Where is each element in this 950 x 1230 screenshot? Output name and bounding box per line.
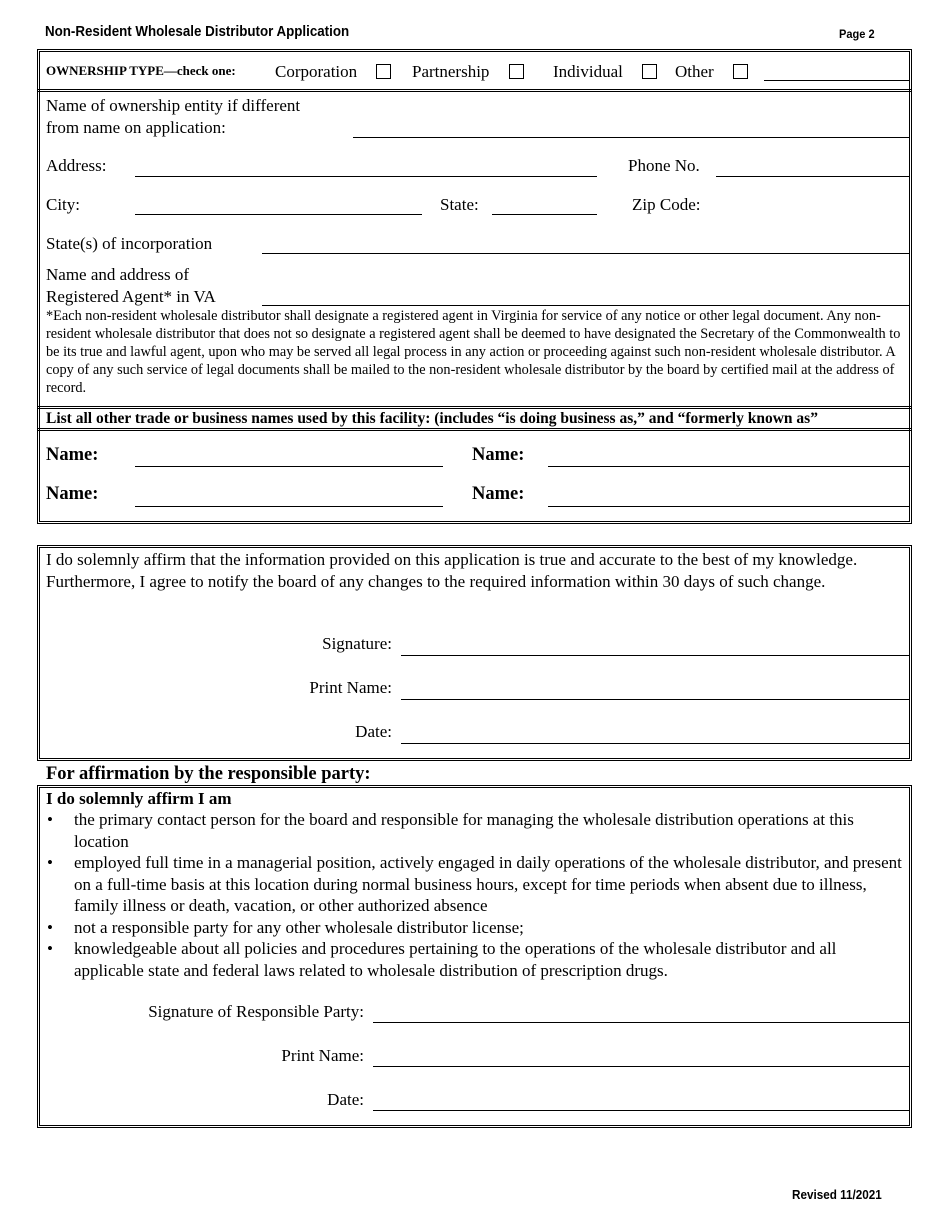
trade-names-heading: List all other trade or business names used by this facility: (includes “is doing business as,” and “formerly known as”: [46, 410, 818, 427]
other-checkbox[interactable]: [733, 64, 748, 79]
option-other-label: Other: [675, 62, 714, 81]
entity-name-field[interactable]: [353, 137, 909, 138]
responsible-signature-field[interactable]: [373, 1022, 909, 1023]
date-field[interactable]: [401, 743, 909, 744]
form-title: Non-Resident Wholesale Distributor Application: [45, 24, 350, 40]
divider: [38, 428, 911, 431]
name-label: Name:: [472, 484, 525, 504]
incorporation-label: State(s) of incorporation: [46, 234, 213, 253]
name-label: Name:: [472, 445, 525, 465]
phone-label: Phone No.: [628, 156, 700, 175]
trade-name-field-2[interactable]: [548, 466, 909, 467]
state-label: State:: [440, 195, 479, 214]
responsible-date-label: Date:: [327, 1090, 364, 1109]
responsible-bullet-list: [46, 809, 902, 981]
option-corporation-label: Corporation: [275, 62, 358, 81]
zip-label: Zip Code:: [632, 195, 701, 214]
responsible-print-name-field[interactable]: [373, 1066, 909, 1067]
city-field[interactable]: [135, 214, 422, 215]
trade-name-field-4[interactable]: [548, 506, 909, 507]
trade-name-field-1[interactable]: [135, 466, 443, 467]
name-label: Name:: [46, 445, 99, 465]
list-item: • employed full time in a managerial position, actively engaged in daily operations of the wholesale distributor, and present on a full-time basis at this location during normal business hours, except for time periods when absent due to illness, family illness or death, vacation, or other authorized absence: [46, 852, 902, 917]
trade-name-field-3[interactable]: [135, 506, 443, 507]
responsible-signature-label: Signature of Responsible Party:: [148, 1002, 364, 1021]
list-item: • not a responsible party for any other wholesale distributor license;: [46, 917, 902, 939]
responsible-heading: For affirmation by the responsible party:: [46, 764, 371, 784]
option-individual-label: Individual: [553, 62, 623, 81]
incorporation-field[interactable]: [262, 253, 909, 254]
address-label: Address:: [46, 156, 107, 175]
date-label: Date:: [355, 722, 392, 741]
signature-field[interactable]: [401, 655, 909, 656]
signature-label: Signature:: [322, 634, 392, 653]
partnership-checkbox[interactable]: [509, 64, 524, 79]
responsible-intro: I do solemnly affirm I am: [46, 789, 232, 808]
affirmation-text: I do solemnly affirm that the information provided on this application is true and accurate to the best of my knowledge. Furthermore, I agree to notify the board of any changes to the required information within 30 days of such change.: [46, 550, 858, 591]
page-number: Page 2: [839, 27, 875, 41]
phone-field[interactable]: [716, 176, 909, 177]
print-name-field[interactable]: [401, 699, 909, 700]
state-field[interactable]: [492, 214, 597, 215]
ownership-type-label: OWNERSHIP TYPE—check one:: [46, 63, 236, 78]
other-specify-field[interactable]: [764, 80, 909, 81]
option-partnership-label: Partnership: [412, 62, 490, 81]
list-item: • knowledgeable about all policies and procedures pertaining to the operations of the wholesale distributor and all applicable state and federal laws related to wholesale distribution of prescription drugs.: [46, 938, 902, 981]
city-label: City:: [46, 195, 81, 214]
divider: [38, 406, 911, 409]
individual-checkbox[interactable]: [642, 64, 657, 79]
entity-name-label-2: from name on application:: [46, 118, 226, 137]
registered-agent-note: *Each non-resident wholesale distributor shall designate a registered agent in Virginia for service of any notice or other legal document. Any non-resident wholesale distributor that does not so designate a registered agent shall be deemed to have designated the Secretary of the Commonwealth to be its true and lawful agent, upon who may be served all legal process in any action or proceeding against such non-resident wholesale distributor. A copy of any such service of legal documents shall be mailed to the non-resident wholesale distributor by the board by certified mail at the address of record.: [46, 308, 901, 396]
entity-name-label: Name of ownership entity if different: [46, 96, 301, 115]
agent-label-2: Registered Agent* in VA: [46, 287, 216, 306]
name-label: Name:: [46, 484, 99, 504]
responsible-print-name-label: Print Name:: [281, 1046, 364, 1065]
revision-date: Revised 11/2021: [792, 1187, 882, 1202]
print-name-label: Print Name:: [309, 678, 392, 697]
responsible-date-field[interactable]: [373, 1110, 909, 1111]
list-item: • the primary contact person for the board and responsible for managing the wholesale distribution operations at this location: [46, 809, 902, 852]
divider: [38, 89, 911, 92]
agent-label: Name and address of: [46, 265, 190, 284]
registered-agent-field[interactable]: [262, 305, 909, 306]
corporation-checkbox[interactable]: [376, 64, 391, 79]
address-field[interactable]: [135, 176, 597, 177]
